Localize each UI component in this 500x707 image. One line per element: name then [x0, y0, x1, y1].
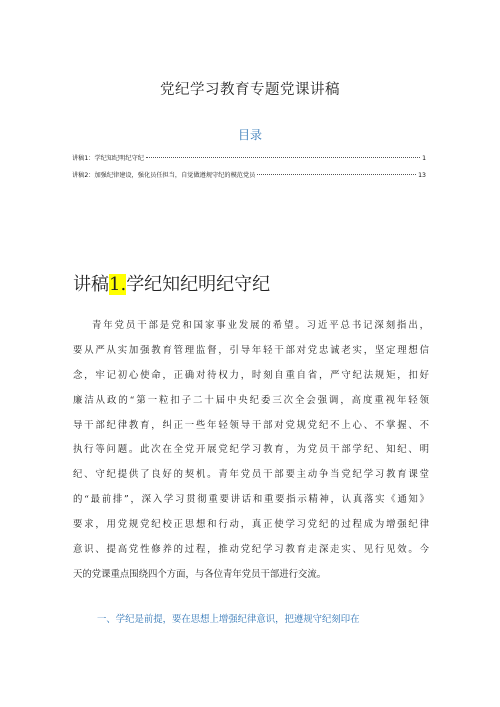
document-title: 党纪学习教育专题党课讲稿 [160, 82, 340, 98]
paragraph-line: 青年党员干部是党和国家事业发展的希望。习近平总书记深刻指出， [92, 320, 429, 331]
paragraph-line: 执行等问题。此次在全党开展党纪学习教育，为党员干部学纪、知纪、明 [73, 444, 429, 456]
lecture-paragraph [73, 314, 429, 588]
paragraph-line: 念，牢记初心使命，正确对待权力，时刻自重自省，严守纪法规矩，扣好 [73, 369, 429, 381]
paragraph-line: 导干部纪律教育，纠正一些年轻领导干部对党规党纪不上心、不掌握、不 [73, 419, 429, 431]
paragraph-line: 意识、提高党性修养的过程，推动党纪学习教育走深走实、见行见效。今 [73, 544, 429, 556]
toc-entry-page: 13 [418, 172, 426, 179]
toc-heading: 目录 [237, 128, 262, 142]
lecture-number-highlight: 1. [109, 274, 127, 295]
toc-entry-label: 讲稿2：加强纪律建设，强化员任担当，自觉做遵规守纪的模范党员 [72, 172, 256, 179]
paragraph-line: 要求，用党规党纪校正思想和行动，真正使学习党纪的过程成为增强纪律 [73, 519, 429, 531]
toc-entry-1[interactable] [72, 153, 426, 165]
toc-entry-2[interactable] [72, 170, 426, 182]
toc-entry-page: 1 [422, 155, 426, 162]
lecture-title: 学纪知纪明纪守纪 [126, 274, 271, 295]
section-heading: 一、学纪是前提，要在思想上增强纪律意识，把遵规守纪刻印在 [97, 614, 360, 625]
toc-leader-dots [257, 174, 416, 175]
toc-leader-dots [146, 157, 420, 158]
lecture-prefix: 讲稿 [73, 274, 109, 295]
paragraph-line: 的“最前排”，深入学习贯彻重要讲话和重要指示精神，认真落实《通知》 [73, 494, 429, 506]
lecture-heading [73, 270, 270, 296]
paragraph-line: 纪、守纪提供了良好的契机。青年党员干部要主动争当党纪学习教育课堂 [73, 469, 429, 481]
toc-entry-label: 讲稿1：学纪知纪明纪守纪 [72, 155, 144, 162]
paragraph-line: 天的党课重点围绕四个方面，与各位青年党员干部进行交流。 [73, 568, 327, 580]
paragraph-line: 要从严从实加强教育管理监督，引导年轻干部对党忠诚老实，坚定理想信 [73, 344, 429, 356]
paragraph-line: 廉洁从政的“第一粒扣子二十届中央纪委三次全会强调，高度重视年轻领 [73, 394, 429, 406]
